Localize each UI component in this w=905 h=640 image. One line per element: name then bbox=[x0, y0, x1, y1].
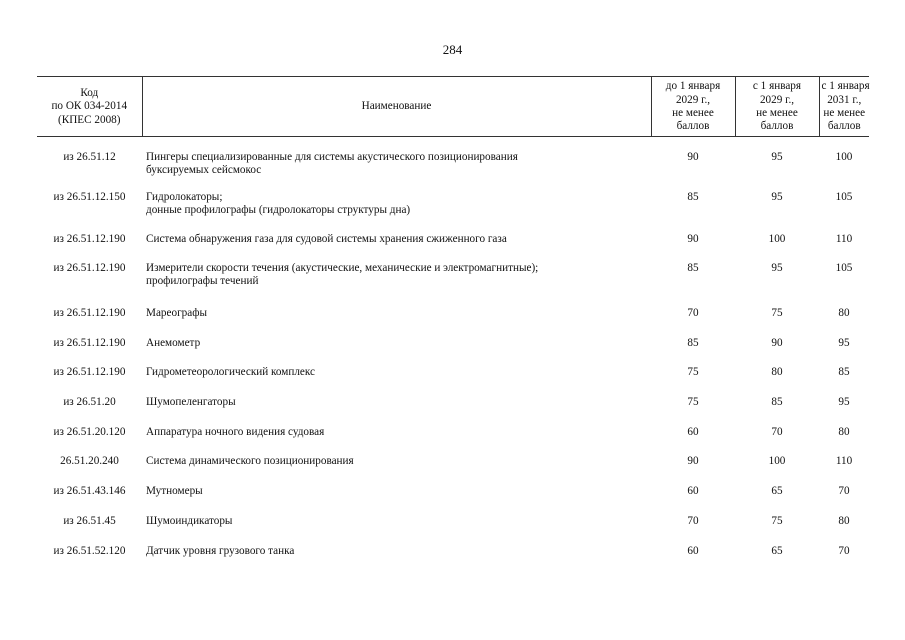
row-code: из 26.51.43.146 bbox=[53, 485, 126, 498]
page-number: 284 bbox=[442, 42, 463, 57]
row-code: из 26.51.12.190 bbox=[53, 307, 126, 319]
row-value-col3: 100 bbox=[835, 151, 853, 163]
table-row bbox=[37, 545, 869, 575]
row-value-col2: 95 bbox=[771, 262, 783, 274]
row-value-col3: 95 bbox=[838, 396, 850, 409]
row-name: Гидролокаторы; донные профилографы (гидролокаторы структуры дна) bbox=[146, 191, 411, 217]
table-row bbox=[37, 137, 869, 192]
table-row bbox=[37, 191, 869, 233]
row-name: Система обнаружения газа для судовой системы хранения сжиженного газа bbox=[146, 233, 507, 245]
row-value-col2: 75 bbox=[771, 514, 783, 527]
row-name: Пингеры специализированные для системы акустического позиционирования буксируемых сейсмокос bbox=[146, 151, 518, 177]
row-value-col1: 90 bbox=[687, 151, 699, 163]
row-value-col2: 100 bbox=[768, 455, 786, 468]
header-col1: до 1 января 2029 г., не менее баллов bbox=[651, 77, 735, 137]
row-name: Система динамического позиционирования bbox=[146, 455, 354, 468]
row-name: Шумопеленгаторы bbox=[146, 396, 236, 409]
row-value-col1: 90 bbox=[687, 233, 699, 245]
row-value-col2: 65 bbox=[771, 544, 783, 557]
row-code: из 26.51.12.190 bbox=[53, 233, 126, 245]
table-row bbox=[37, 337, 869, 367]
row-value-col3: 80 bbox=[838, 425, 850, 438]
row-code: из 26.51.20.120 bbox=[53, 425, 126, 438]
row-value-col3: 105 bbox=[835, 191, 853, 203]
row-value-col1: 90 bbox=[687, 455, 699, 468]
table-row bbox=[37, 396, 869, 426]
table-row bbox=[37, 426, 869, 456]
row-name: Гидрометеорологический комплекс bbox=[146, 366, 316, 379]
row-value-col1: 60 bbox=[687, 485, 699, 498]
requirements-table bbox=[37, 76, 869, 574]
table-row bbox=[37, 515, 869, 545]
row-value-col1: 70 bbox=[687, 514, 699, 527]
row-value-col1: 85 bbox=[687, 191, 699, 203]
row-code: из 26.51.12.150 bbox=[53, 191, 126, 203]
row-name: Мутномеры bbox=[146, 485, 203, 498]
row-value-col2: 70 bbox=[771, 425, 783, 438]
row-value-col1: 85 bbox=[687, 262, 699, 274]
table-row bbox=[37, 366, 869, 396]
row-value-col3: 110 bbox=[835, 455, 853, 468]
row-code: из 26.51.52.120 bbox=[53, 544, 126, 557]
row-value-col2: 100 bbox=[768, 233, 786, 245]
table-row bbox=[37, 485, 869, 515]
table-row bbox=[37, 455, 869, 485]
row-value-col3: 105 bbox=[835, 262, 853, 274]
table-row bbox=[37, 307, 869, 337]
row-value-col2: 95 bbox=[771, 191, 783, 203]
row-value-col1: 70 bbox=[687, 307, 699, 319]
row-value-col3: 80 bbox=[838, 514, 850, 527]
header-col3: с 1 января 2031 г., не менее баллов bbox=[819, 77, 869, 137]
row-value-col2: 80 bbox=[771, 366, 783, 379]
row-name: Датчик уровня грузового танка bbox=[146, 544, 295, 557]
row-value-col3: 80 bbox=[838, 307, 850, 319]
row-name: Измерители скорости течения (акустические, механические и электромагнитные); профилографы течений bbox=[146, 262, 539, 288]
row-code: из 26.51.12.190 bbox=[53, 262, 126, 274]
row-code: из 26.51.12.190 bbox=[53, 336, 126, 349]
row-value-col1: 60 bbox=[687, 544, 699, 557]
row-name: Анемометр bbox=[146, 336, 201, 349]
row-value-col3: 85 bbox=[838, 366, 850, 379]
table-header-row bbox=[37, 77, 869, 137]
row-value-col2: 65 bbox=[771, 485, 783, 498]
table-row bbox=[37, 262, 869, 307]
row-code: из 26.51.45 bbox=[63, 514, 116, 527]
row-value-col2: 85 bbox=[771, 396, 783, 409]
header-col2: с 1 января 2029 г., не менее баллов bbox=[735, 77, 819, 137]
row-value-col3: 70 bbox=[838, 485, 850, 498]
header-code: Код по ОК 034-2014 (КПЕС 2008) bbox=[37, 77, 142, 137]
row-value-col1: 60 bbox=[687, 425, 699, 438]
row-name: Аппаратура ночного видения судовая bbox=[146, 425, 325, 438]
row-value-col2: 75 bbox=[771, 307, 783, 319]
row-code: из 26.51.20 bbox=[63, 396, 116, 409]
row-value-col3: 110 bbox=[835, 233, 853, 245]
table-row bbox=[37, 233, 869, 262]
row-code: 26.51.20.240 bbox=[60, 455, 119, 468]
row-value-col2: 95 bbox=[771, 151, 783, 163]
row-value-col1: 75 bbox=[687, 396, 699, 409]
row-code: из 26.51.12 bbox=[63, 151, 116, 163]
row-value-col3: 70 bbox=[838, 544, 850, 557]
row-value-col1: 75 bbox=[687, 366, 699, 379]
row-value-col3: 95 bbox=[838, 336, 850, 349]
header-name: Наименование bbox=[142, 77, 651, 137]
row-name: Мареографы bbox=[146, 307, 207, 319]
row-value-col2: 90 bbox=[771, 336, 783, 349]
row-code: из 26.51.12.190 bbox=[53, 366, 126, 379]
row-value-col1: 85 bbox=[687, 336, 699, 349]
row-name: Шумоиндикаторы bbox=[146, 514, 233, 527]
